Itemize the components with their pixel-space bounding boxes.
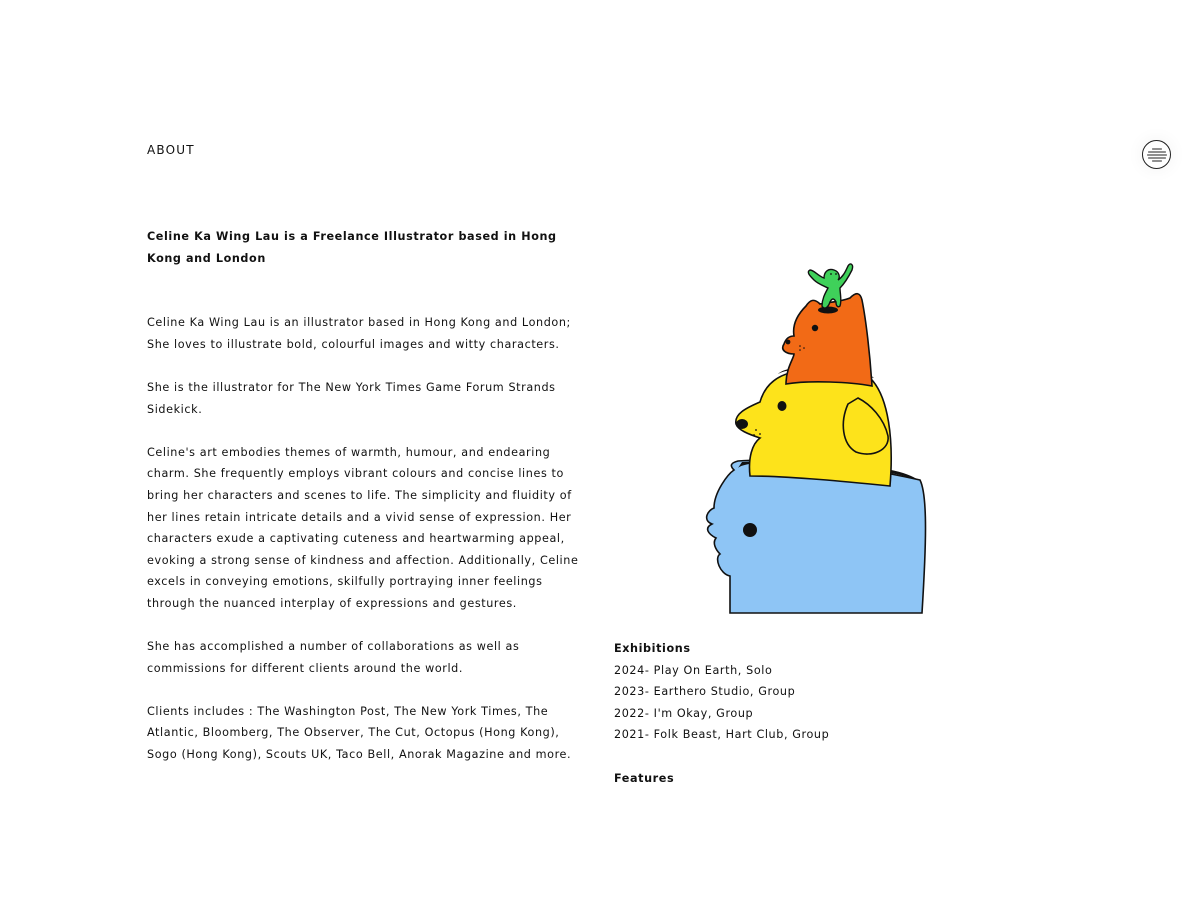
exhibitions-heading: Exhibitions: [614, 642, 691, 655]
stacked-animals-illustration: [690, 258, 940, 618]
about-paragraph-nyt: She is the illustrator for The New York Times Game Forum Strands Sidekick.: [147, 380, 556, 416]
exhibition-item: 2022- I'm Okay, Group: [614, 706, 754, 720]
about-paragraph-intro: Celine Ka Wing Lau is an illustrator based in Hong Kong and London; She loves to illustrate bold, colourful images and witty characters.: [147, 316, 571, 351]
about-paragraph-clients: Clients includes : The Washington Post, The New York Times, The Atlantic, Bloomberg, The Observer, The Cut, Octopus (Hong Kong), Sogo (Hong Kong), Scouts UK, Taco Bell, Anorak Magazine and more.: [147, 704, 572, 762]
blue-head-shape: [707, 460, 926, 613]
exhibition-item: 2021- Folk Beast, Hart Club, Group: [614, 728, 830, 742]
exhibition-item: 2023- Earthero Studio, Group: [614, 685, 796, 699]
about-paragraph-collaborations: She has accomplished a number of collaborations as well as commissions for different clients around the world.: [147, 640, 520, 675]
page-title[interactable]: ABOUT: [147, 143, 195, 157]
menu-button[interactable]: [1142, 140, 1171, 169]
dog-nose: [736, 419, 748, 429]
about-paragraph-style: Celine's art embodies themes of warmth, humour, and endearing charm. She frequently employs vibrant colours and concise lines to bring her characters and scenes to life. The simplicity and fluidity of her lines retain intricate details and a vivid sense of expression. Her characters exude a captivating cuteness and heartwarming appeal, evoking a strong sense of kindness and affection. Additionally, Celine excels in conveying emotions, skilfully portraying inner feelings through the nuanced interplay of expressions and gestures.: [147, 445, 579, 610]
about-headline: Celine Ka Wing Lau is a Freelance Illustrator based in Hong Kong and London: [147, 230, 557, 265]
exhibitions-section: [614, 638, 944, 789]
features-heading: Features: [614, 771, 675, 785]
blue-head-eye: [743, 523, 757, 537]
hamburger-menu-icon: [1147, 146, 1167, 163]
dog-eye: [778, 401, 787, 411]
exhibition-item: 2024- Play On Earth, Solo: [614, 663, 773, 677]
about-text: [147, 226, 587, 787]
